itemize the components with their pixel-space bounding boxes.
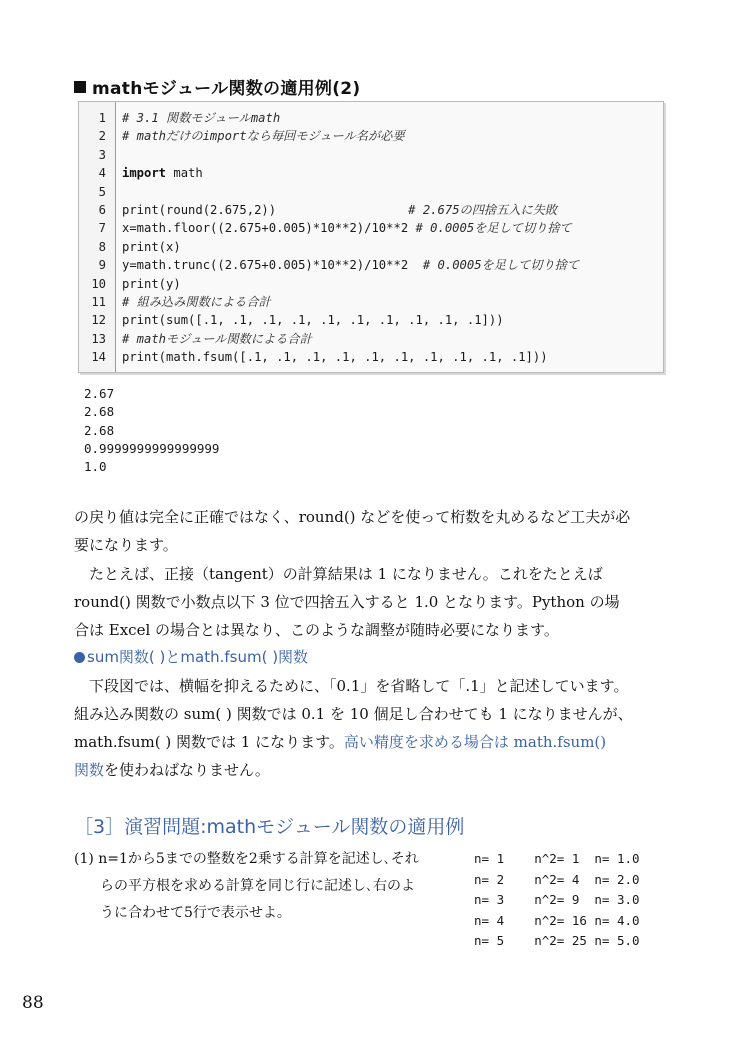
exercise-line: らの平方根を求める計算を同じ行に記述し､右のよ [100, 878, 415, 894]
code-comment: # 0.0005を足して切り捨て [415, 221, 572, 236]
code-token: print(y) [122, 276, 181, 291]
text-line: 合は Excel の場合とは異なり、このような調整が随時必要になります。 [74, 621, 559, 639]
code-line [79, 256, 659, 274]
square-bullet-icon [74, 81, 86, 93]
text-line [74, 756, 664, 784]
line-number: 4 [98, 166, 106, 181]
code-line [79, 330, 659, 348]
code-keyword: import [122, 166, 167, 181]
code-output [84, 385, 219, 476]
bullet-dot-icon [74, 652, 85, 663]
exercise-sample-output [474, 849, 640, 952]
text-line: たとえば、正接（tangent）の計算結果は 1 になりません。これをたとえば [74, 565, 603, 583]
exercise-line: うに合わせて5行で表示せよ。 [100, 905, 291, 921]
code-line [79, 183, 659, 201]
code-block [78, 101, 664, 373]
sample-output-line: n= 1 n^2= 1 n= 1.0 [474, 851, 640, 866]
section-title: mathモジュール関数の適用例(2) [92, 79, 361, 99]
code-line [79, 348, 659, 366]
sample-output-line: n= 3 n^2= 9 n= 3.0 [474, 892, 640, 907]
exercise-question [74, 846, 464, 927]
code-comment: # mathだけのimportなら毎回モジュール名が必要 [122, 129, 405, 144]
page-number: 88 [22, 993, 44, 1013]
code-line [79, 127, 659, 145]
sample-output-line: n= 4 n^2= 16 n= 4.0 [474, 912, 640, 928]
text-line: 下段図では、横幅を抑えるために、「0.1」を省略して「.1」と記述しています。 [74, 677, 629, 695]
line-number: 14 [91, 350, 106, 365]
line-number: 11 [91, 295, 106, 309]
code-text [122, 164, 203, 182]
code-token: print(round(2.675,2)) [122, 203, 409, 217]
line-number: 13 [91, 331, 106, 346]
text-segment: math.fsum( ) 関数では 1 になります。 [74, 733, 344, 751]
text-line: 要になります。 [74, 536, 178, 554]
code-text [122, 127, 405, 145]
highlight-text: 関数 [74, 761, 105, 779]
code-token: print(math.fsum([.1, .1, .1, .1, .1, .1, .1, .1, .1, .1])) [122, 350, 548, 365]
line-number: 9 [98, 258, 106, 273]
sum-subheading [74, 646, 308, 668]
paragraph-1 [74, 503, 664, 559]
line-number: 6 [98, 203, 106, 217]
paragraph-2 [74, 560, 664, 644]
code-text [122, 256, 579, 274]
code-text [122, 311, 504, 329]
paragraph-3 [74, 672, 664, 784]
text-line: の戻り値は完全に正確ではなく、round() などを使って桁数を丸めるなど工夫が必 [74, 508, 631, 526]
code-comment: # 3.1 関数モジュールmath [122, 111, 281, 125]
code-line [79, 293, 659, 311]
exercise-heading: ［3］演習問題:mathモジュール関数の適用例 [74, 816, 465, 838]
code-text [122, 201, 557, 219]
code-comment: # 2.675の四捨五入に失敗 [408, 203, 558, 217]
line-number: 5 [98, 184, 106, 199]
code-token: math [166, 166, 203, 181]
code-text [122, 348, 548, 366]
exercise-line: (1) n=1から5までの整数を2乗する計算を記述し､それ [74, 851, 419, 867]
code-token: print(sum([.1, .1, .1, .1, .1, .1, .1, .1, .1, .1])) [122, 313, 504, 328]
line-number: 10 [91, 276, 106, 291]
line-number: 1 [98, 111, 106, 125]
code-text [122, 109, 280, 127]
code-token: print(x) [122, 239, 181, 254]
text-line: round() 関数で小数点以下 3 位で四捨五入すると 1.0 となります。Python の場 [74, 593, 620, 611]
highlight-text: 高い精度を求める場合は math.fsum() [343, 733, 607, 751]
code-text [122, 275, 181, 293]
code-line [79, 311, 659, 329]
sample-output-line: n= 2 n^2= 4 n= 2.0 [474, 871, 640, 887]
code-text [122, 330, 312, 348]
text-segment: を使わねばなりません。 [104, 761, 270, 779]
code-line [79, 219, 659, 237]
code-line [79, 164, 659, 182]
output-line: 2.68 [84, 404, 115, 420]
output-line: 2.67 [84, 386, 115, 401]
sum-heading-text: sum関数( )とmath.fsum( )関数 [87, 648, 309, 666]
code-text [122, 293, 271, 311]
code-line [79, 146, 659, 164]
line-number: 8 [98, 239, 106, 254]
code-token: y=math.trunc((2.675+0.005)*10**2)/10**2 [122, 258, 423, 273]
text-line [74, 728, 664, 756]
output-line: 1.0 [84, 459, 107, 475]
code-line [79, 109, 659, 127]
line-number: 7 [98, 221, 106, 236]
code-token: x=math.floor((2.675+0.005)*10**2)/10**2 [122, 221, 416, 236]
text-line: 組み込み関数の sum( ) 関数では 0.1 を 10 個足し合わせても 1 になりませんが、 [74, 705, 633, 723]
code-comment: # 0.0005を足して切り捨て [422, 258, 580, 273]
code-line [79, 275, 659, 293]
line-number: 3 [98, 147, 106, 162]
line-number: 2 [98, 129, 106, 144]
code-text [122, 219, 572, 237]
line-number: 12 [91, 313, 106, 328]
output-line: 0.9999999999999999 [84, 440, 220, 456]
code-line [79, 238, 659, 256]
code-comment: # mathモジュール関数による合計 [122, 331, 312, 346]
output-line: 2.68 [84, 422, 115, 438]
code-text [122, 238, 181, 256]
section-heading [74, 74, 361, 99]
code-line [79, 201, 659, 219]
sample-output-line: n= 5 n^2= 25 n= 5.0 [474, 933, 640, 948]
code-comment: # 組み込み関数による合計 [122, 295, 271, 309]
